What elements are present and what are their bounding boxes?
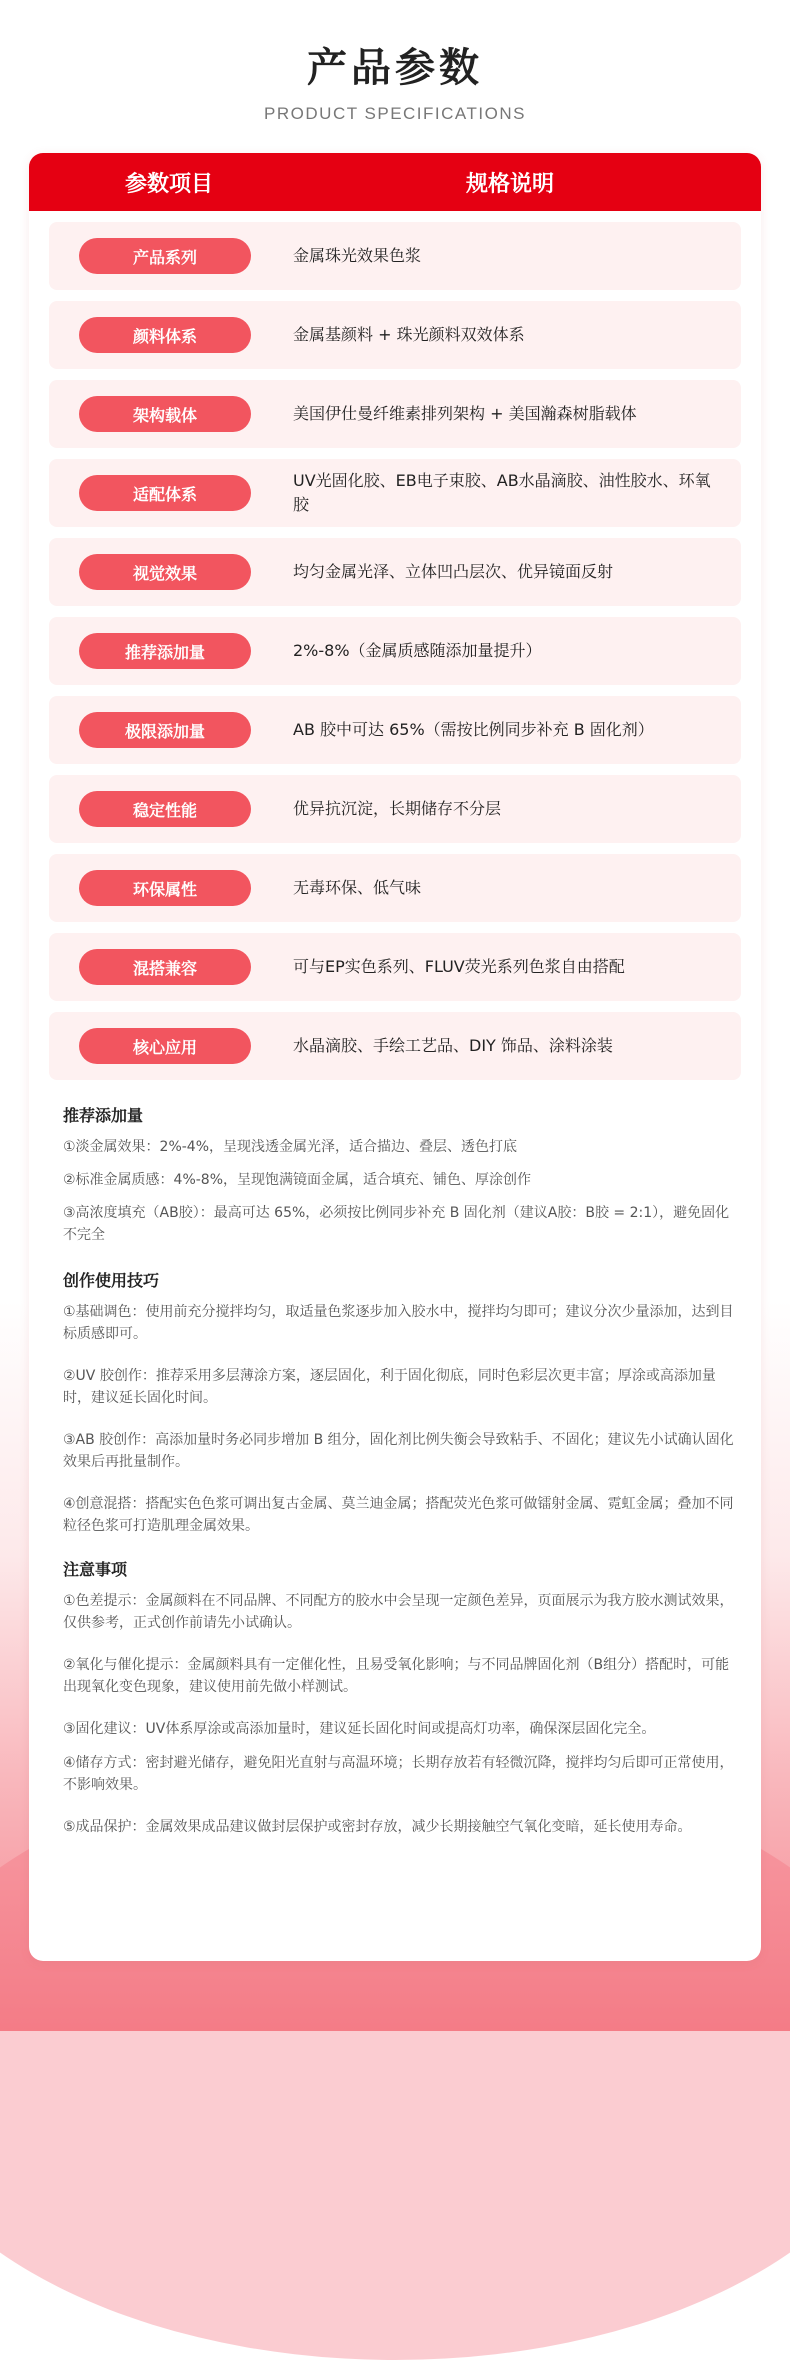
table-row — [49, 380, 741, 448]
param-label-pill: 环保属性 — [79, 870, 251, 906]
param-value: AB 胶中可达 65%（需按比例同步补充 B 固化剂） — [293, 720, 654, 739]
table-row — [49, 696, 741, 764]
param-label-pill: 颜料体系 — [79, 317, 251, 353]
caution-item: ②氧化与催化提示：金属颜料具有一定催化性，且易受氧化影响；与不同品牌固化剂（B组分）搭配时，可能出现氧化变色现象，建议使用前先做小样测试。 — [63, 1657, 730, 1695]
recommend-item: ③高浓度填充（AB胶）：最高可达 65%，必须按比例同步补充 B 固化剂（建议A胶：B胶 = 2:1），避免固化不完全 — [63, 1205, 730, 1243]
param-value: 无毒环保、低气味 — [293, 878, 422, 897]
param-label-pill: 视觉效果 — [79, 554, 251, 590]
tip-item: ②UV 胶创作：推荐采用多层薄涂方案，逐层固化，利于固化彻底，同时色彩层次更丰富；厚涂或高添加量时，建议延长固化时间。 — [63, 1368, 716, 1406]
caution-item: ④储存方式：密封避光储存，避免阳光直射与高温环境；长期存放若有轻微沉降，搅拌均匀后即可正常使用，不影响效果。 — [63, 1755, 734, 1793]
param-label-pill: 核心应用 — [79, 1028, 251, 1064]
param-value: 2%-8%（金属质感随添加量提升） — [293, 641, 542, 660]
param-value: 金属基颜料 + 珠光颜料双效体系 — [293, 325, 525, 344]
table-row — [49, 854, 741, 922]
param-label-pill: 适配体系 — [79, 475, 251, 511]
table-row — [49, 538, 741, 606]
recommend-item: ②标准金属质感：4%-8%，呈现饱满镜面金属，适合填充、铺色、厚涂创作 — [63, 1172, 532, 1188]
spec-rows — [49, 222, 741, 1091]
table-row — [49, 933, 741, 1001]
caution-item: ⑤成品保护：金属效果成品建议做封层保护或密封存放，减少长期接触空气氧化变暗，延长使用寿命。 — [63, 1819, 692, 1835]
column-header-spec: 规格说明 — [465, 171, 554, 197]
table-row — [49, 617, 741, 685]
param-label-pill: 稳定性能 — [79, 791, 251, 827]
table-row — [49, 301, 741, 369]
recommend-title: 推荐添加量 — [63, 1106, 144, 1125]
page-header — [0, 40, 790, 124]
notes-section — [63, 1103, 738, 1858]
table-header — [29, 153, 761, 211]
param-value: 美国伊仕曼纤维素排列架构 + 美国瀚森树脂载体 — [293, 404, 637, 423]
table-row — [49, 775, 741, 843]
param-label-pill: 产品系列 — [79, 238, 251, 274]
table-row — [49, 222, 741, 290]
param-value: 水晶滴胶、手绘工艺品、DIY 饰品、涂料涂装 — [293, 1036, 613, 1055]
param-value: 可与EP实色系列、FLUV荧光系列色浆自由搭配 — [293, 957, 625, 976]
table-row — [49, 459, 741, 527]
table-row — [49, 1012, 741, 1080]
caution-item: ③固化建议：UV体系厚涂或高添加量时，建议延长固化时间或提高灯功率，确保深层固化完全。 — [63, 1721, 656, 1737]
tip-item: ③AB 胶创作：高添加量时务必同步增加 B 组分，固化剂比例失衡会导致粘手、不固化；建议先小试确认固化效果后再批量制作。 — [63, 1432, 734, 1470]
param-value: 均匀金属光泽、立体凹凸层次、优异镜面反射 — [293, 562, 614, 581]
tip-item: ①基础调色：使用前充分搅拌均匀，取适量色浆逐步加入胶水中，搅拌均匀即可；建议分次少量添加，达到目标质感即可。 — [63, 1304, 734, 1342]
spec-card — [29, 153, 761, 1961]
param-label-pill: 推荐添加量 — [79, 633, 251, 669]
param-value: 金属珠光效果色浆 — [293, 246, 422, 265]
column-header-param: 参数项目 — [124, 171, 213, 197]
param-label-pill: 架构载体 — [79, 396, 251, 432]
tips-block — [63, 1268, 738, 1537]
caution-block — [63, 1557, 738, 1838]
tip-item: ④创意混搭：搭配实色色浆可调出复古金属、莫兰迪金属；搭配荧光色浆可做镭射金属、霓虹金属；叠加不同粒径色浆可打造肌理金属效果。 — [63, 1496, 734, 1534]
tips-title: 创作使用技巧 — [63, 1271, 160, 1290]
page-title: 产品参数 — [307, 45, 483, 91]
recommend-item: ①淡金属效果：2%-4%，呈现浅透金属光泽，适合描边、叠层、透色打底 — [63, 1139, 518, 1155]
param-value: UV光固化胶、EB电子束胶、AB水晶滴胶、油性胶水、环氧胶 — [293, 471, 711, 514]
page-subtitle: PRODUCT SPECIFICATIONS — [264, 104, 526, 123]
param-label-pill: 极限添加量 — [79, 712, 251, 748]
param-label-pill: 混搭兼容 — [79, 949, 251, 985]
caution-title: 注意事项 — [63, 1560, 128, 1579]
caution-item: ①色差提示：金属颜料在不同品牌、不同配方的胶水中会呈现一定颜色差异，页面展示为我方胶水测试效果，仅供参考，正式创作前请先小试确认。 — [63, 1593, 734, 1631]
param-value: 优异抗沉淀，长期储存不分层 — [293, 799, 502, 818]
